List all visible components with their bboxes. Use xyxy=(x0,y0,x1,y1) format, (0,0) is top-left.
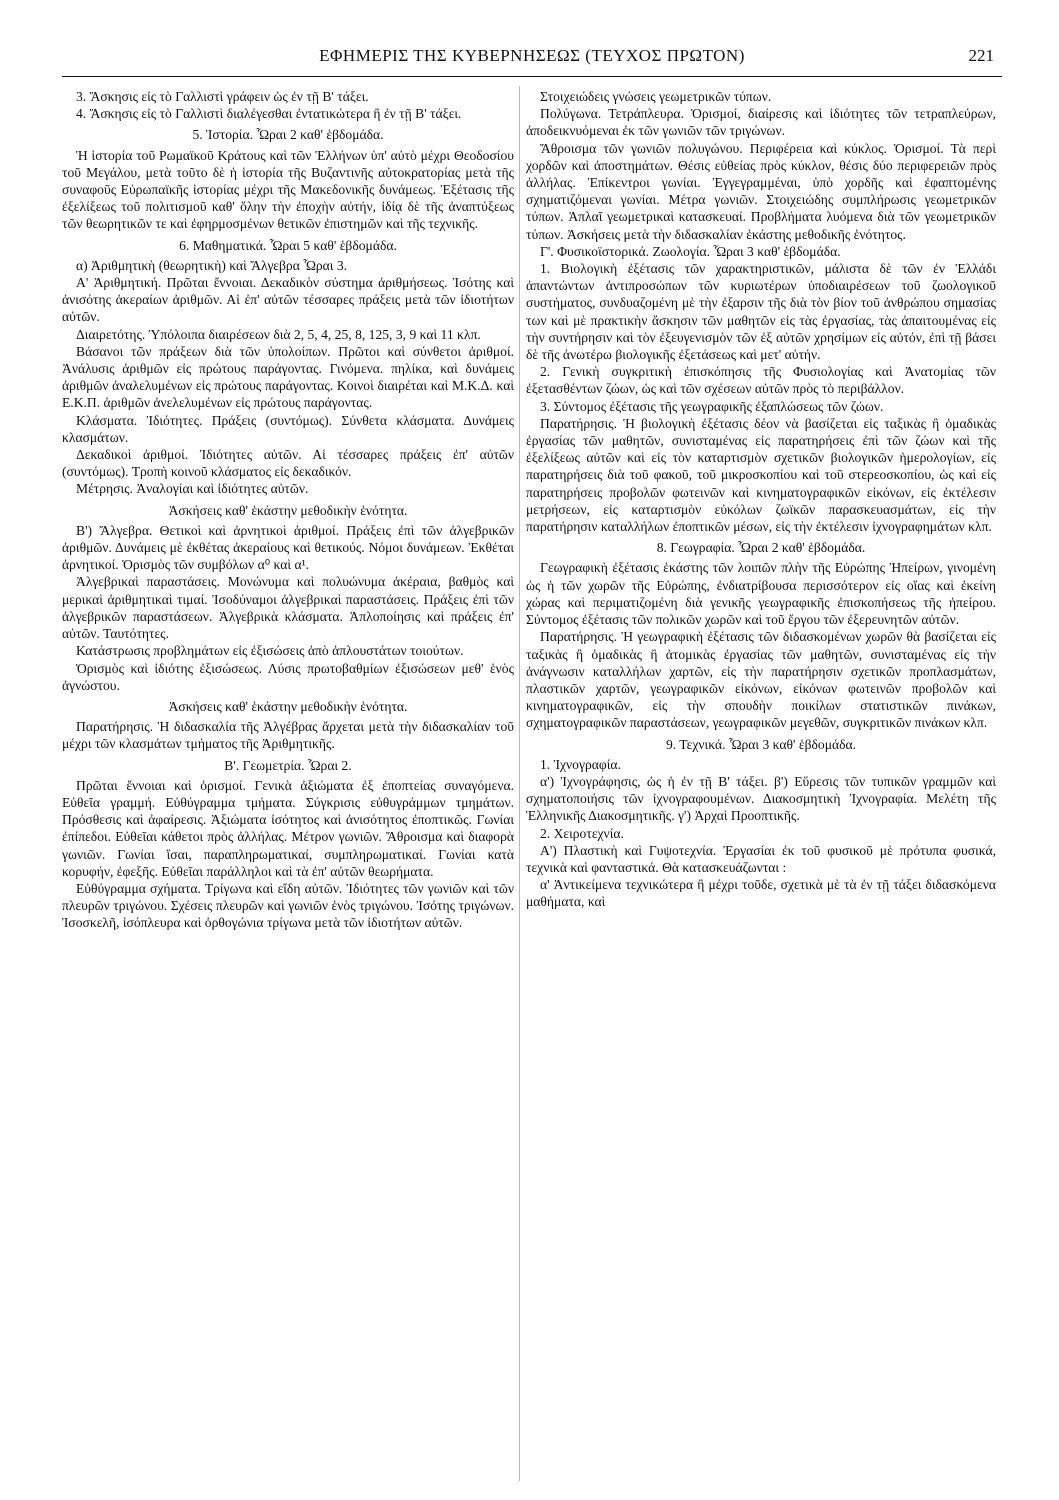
right-column xyxy=(526,88,996,911)
paragraph: Κλάσματα. Ἰδιότητες. Πράξεις (συντόμως). Σύνθετα κλάσματα. Δυνάμεις κλασμάτων. xyxy=(62,412,514,445)
paragraph: Γεωγραφικὴ ἐξέτασις ἑκάστης τῶν λοιπῶν πλὴν τῆς Εὐρώπης Ἠπείρων, γινομένη ὡς ἡ τῶν χωρῶν τῆς Εὐρώπης, ἐνδιατρίβουσα περισσότερον εἰς οἵας καὶ ἐκείνη χώρας καὶ περιματιζομένη διὰ γενικῆς γεωγραφικῆς ἐπισκοπήσεως τῆς ἠπείρου. Σύντομος ἐξέτασις τῶν πολικῶν χωρῶν καὶ τοῦ ἔργου τῶν ἐξερευνητῶν αὐτῶν. xyxy=(526,560,996,628)
paragraph: Εὐθύγραμμα σχήματα. Τρίγωνα καὶ εἴδη αὐτῶν. Ἰδιότητες τῶν γωνιῶν καὶ τῶν πλευρῶν τριγώνου. Σχέσεις πλευρῶν καὶ γωνιῶν ἑνὸς τριγώνου. Ἰσότης τριγώνων. Ἰσοσκελῆ, ἰσόπλευρα καὶ ὀρθογώνια τρίγωνα μετὰ τῶν ἰδιοτήτων αὐτῶν. xyxy=(62,880,514,931)
paragraph: 2. Γενικὴ συγκριτικὴ ἐπισκόπησις τῆς Φυσιολογίας καὶ Ἀνατομίας τῶν ἐξετασθέντων ζώων, ὡς καὶ τῶν σχέσεων αὐτῶν πρὸς τὸ περιβάλλον. xyxy=(526,364,996,397)
paragraph: Πολύγωνα. Τετράπλευρα. Ὁρισμοί, διαίρεσις καὶ ἰδιότητες τῶν τετραπλεύρων, ἀποδεικνυόμεναι ἐκ τῶν γωνιῶν τῶν τριγώνων. xyxy=(526,106,996,139)
paragraph: Βάσανοι τῶν πράξεων διὰ τῶν ὑπολοίπων. Πρῶτοι καὶ σύνθετοι ἀριθμοί. Ἀνάλυσις ἀριθμῶν εἰς πρώτους παράγοντας. Γινόμενα. πηλίκα, καὶ δυνάμεις ἀριθμῶν ἀναλελυμένων εἰς πρώτους παράγοντας. Κοινοὶ διαιρέται καὶ Μ.Κ.Δ. καὶ Ε.Κ.Π. ἀριθμῶν ἀνελελυμένων εἰς πρώτους παράγοντας. xyxy=(62,343,514,411)
section-heading: Ἀσκήσεις καθ' ἑκάστην μεθοδικὴν ἑνότητα. xyxy=(168,698,408,714)
paragraph: Ἡ ἱστορία τοῦ Ρωμαϊκοῦ Κράτους καὶ τῶν Ἑλλήνων ὑπ' αὐτὸ μέχρι Θεοδοσίου τοῦ Μεγάλου, μετὰ τοῦτο δὲ ἡ ἱστορία τῆς Βυζαντινῆς αὐτοκρατορίας μετὰ τῆς συναφοῦς Εὐρωπαϊκῆς ἱστορίας μέχρι τῆς Μακεδονικῆς δυνάμεως. Ἐξέτασις τῆς ἐξελίξεως τοῦ πολιτισμοῦ καθ' ὅλην τὴν ἐποχὴν αὐτήν, ἰδίᾳ δὲ τῆς ἀναπτύξεως τῶν θεωρητικῶν τε καὶ ἐφηρμοσμένων θετικῶν ἐπιστημῶν καὶ τῆς τεχνικῆς. xyxy=(62,147,514,232)
paragraph: Στοιχειώδεις γνώσεις γεωμετρικῶν τύπων. xyxy=(540,89,772,104)
section-heading: 6. Μαθηματικά. Ὧραι 5 καθ' ἑβδομάδα. xyxy=(179,237,397,253)
paragraph: Α' Ἀριθμητική. Πρῶται ἔννοιαι. Δεκαδικὸν σύστημα ἀριθμήσεως. Ἰσότης καὶ ἀνισότης ἀκεραίων ἀριθμῶν. Αἱ ἐπ' αὐτῶν τέσσαρες πράξεις μετὰ τῶν ἰδιοτήτων αὐτῶν. xyxy=(62,275,514,325)
paragraph: Ἄθροισμα τῶν γωνιῶν πολυγώνου. Περιφέρεια καὶ κύκλος. Ὁρισμοί. Τὰ περὶ χορδῶν καὶ ἀποστημάτων. Θέσις εὐθείας πρὸς κύκλον, θέσις δύο περιφερειῶν πρὸς ἀλλήλας. Ἐπίκεντροι γωνίαι. Ἐγγεγραμμέναι, ὑπὸ χορδῆς καὶ ἐφαπτομένης σχηματιζόμεναι γωνίαι. Μέτρα γωνιῶν. Στοιχειώδης συμπλήρωσις γεωμετρικῶν τύπων. Ἁπλαῖ γεωμετρικαὶ κατασκευαί. Προβλήματα λυόμενα διὰ τῶν γεωμετρικῶν τύπων. Ἀσκήσεις μετὰ τὴν διδασκαλίαν ἑκάστης μεθοδικῆς ἑνότητος. xyxy=(526,140,996,242)
column-divider xyxy=(519,86,520,1481)
page-header xyxy=(62,40,1002,77)
section-heading: Ἀσκήσεις καθ' ἑκάστην μεθοδικὴν ἑνότητα. xyxy=(168,502,408,518)
page-number: 221 xyxy=(968,46,994,65)
left-column xyxy=(62,88,514,932)
paragraph: 4. Ἄσκησις εἰς τὸ Γαλλιστὶ διαλέγεσθαι ἐντατικώτερα ἢ ἐν τῇ Β' τάξει. xyxy=(76,106,462,122)
paragraph: Παρατήρησις. Ἡ βιολογικὴ ἐξέτασις δέον νὰ βασίζεται εἰς ταξικὰς ἢ ὁμαδικὰς ἐργασίας τῶν μαθητῶν, συνισταμένας εἰς παρατηρήσεις ἐπὶ τῶν ζώων καὶ τῆς ἐξελίξεως αὐτῶν καὶ εἰς τὸν καταρτισμὸν σχετικῶν βιολογικῶν ἡμερολογίων, εἰς παρατηρήσεις διὰ τοῦ φακοῦ, τοῦ μικροσκοπίου καὶ τοῦ στερεοσκοπίου, ὡς καὶ εἰς παρατηρήσεις προβολῶν φωτεινῶν καὶ κινηματογραφικῶν εἰκόνων, εἰς ἐκτέλεσιν μετρήσεων, εἰς καταρτισμὸν εὐκόλων ζωϊκῶν παρασκευασμάτων, εἰς τὴν παρατήρησιν καταλλήλων ἐποπτικῶν μέσων, εἰς τὴν ἐκτέλεσιν ἰχνογραφημάτων κλπ. xyxy=(526,415,996,535)
paragraph: 1. Ἰχνογραφία. xyxy=(540,756,621,772)
paragraph: α) Ἀριθμητικὴ (θεωρητικὴ) καὶ Ἄλγεβρα Ὧραι 3. xyxy=(76,257,348,273)
section-heading: Β'. Γεωμετρία. Ὧραι 2. xyxy=(224,757,352,773)
paragraph: Πρῶται ἔννοιαι καὶ ὁρισμοί. Γενικὰ ἀξιώματα ἐξ ἐποπτείας συναγόμενα. Εὐθεῖα γραμμή. Εὐθύγραμμα τμήματα. Σύγκρισις εὐθυγράμμων τμημάτων. Πρόσθεσις καὶ ἀφαίρεσις. Ἀξιώματα ἰσότητος καὶ ἀνισότητος ἐποπτικῶς. Γωνίαι ἐπίπεδοι. Εὐθεῖαι κάθετοι πρὸς ἀλλήλας. Μέτρον γωνιῶν. Ἄθροισμα καὶ διαφορὰ γωνιῶν. Γωνίαι ἴσαι, παραπληρωματικαί, συμπληρωματικαί. Γωνίαι κατὰ κορυφήν, ἐφεξῆς. Εὐθεῖαι παράλληλοι καὶ τὰ ἐπ' αὐτῶν θεωρήματα. xyxy=(62,777,514,879)
paragraph: Παρατήρησις. Ἡ γεωγραφικὴ ἐξέτασις τῶν διδασκομένων χωρῶν θὰ βασίζεται εἰς ταξικὰς ἢ ὁμαδικὰς ἢ ἀτομικὰς ἐργασίας τῶν μαθητῶν, συνισταμένας εἰς τὴν ἀνάγνωσιν καταλλήλων χαρτῶν, εἰς τὴν παρατήρησιν σχετικῶν προπλασμάτων, πλαστικῶν χαρτῶν, γεωγραφικῶν εἰκόνων, εἰκόνων φωτεινῶν προβολῶν καὶ κινηματογραφικῶν, εἰς τὴν σπουδὴν ποικίλων στατιστικῶν πινάκων, σχηματογραφικῶν παραστάσεων, γεωγραφικῶν μεγεθῶν, συγκριτικῶν πινάκων κλπ. xyxy=(526,629,996,731)
paragraph: Διαιρετότης. Ὑπόλοιπα διαιρέσεων διὰ 2, 5, 4, 25, 8, 125, 3, 9 καὶ 11 κλπ. xyxy=(76,326,481,342)
paragraph: Κατάστρωσις προβλημάτων εἰς ἐξισώσεις ἀπὸ ἁπλουστάτων τοιούτων. xyxy=(76,643,464,659)
paragraph: Β') Ἄλγεβρα. Θετικοὶ καὶ ἀρνητικοὶ ἀριθμοί. Πράξεις ἐπὶ τῶν ἀλγεβρικῶν ἀριθμῶν. Δυνάμεις μὲ ἐκθέτας ἀκεραίους καὶ θετικούς. Νόμοι δυνάμεων. Ἐκθέται ἀρνητικοί. Ὁρισμὸς τῶν συμβόλων α⁰ καὶ α¹. xyxy=(62,522,514,573)
paragraph: 1. Βιολογικὴ ἐξέτασις τῶν χαρακτηριστικῶν, μάλιστα δὲ τῶν ἐν Ἑλλάδι ἀπαντώντων ἀντιπροσώπων τῶν κυριωτέρων ὑποδιαιρέσεων τοῦ ζωολογικοῦ συστήματος, συνδυαζομένη μὲ τὴν ἐξαρσιν τῆς διὰ τὸν βίον τοῦ ἀνθρώπου σημασίας των καὶ μὲ πρακτικὴν ἄσκησιν τῶν μαθητῶν εἰς τὰς ἐργασίας, τὰς ἀπαιτουμένας εἰς τὴν συντήρησιν καὶ τὸν ἐξευγενισμὸν τῶν ἐξ αὐτῶν χρησίμων εἰς αὐτόν, ἐπὶ τῇ βάσει δὲ τῆς ἀνωτέρω βιολογικῆς ἐξετάσεως καὶ μετ' αὐτήν. xyxy=(526,261,996,363)
section-heading: 8. Γεωγραφία. Ὧραι 2 καθ' ἑβδομάδα. xyxy=(656,540,866,556)
paragraph: α') Ἰχνογράφησις, ὡς ἡ ἐν τῇ Β' τάξει. β') Εὕρεσις τῶν τυπικῶν γραμμῶν καὶ σχηματοποιήσις τῶν ἰχνογραφουμένων. Διακοσμητικὴ Ἰχνογραφία. Μελέτη τῆς Ἑλληνικῆς Διακοσμητικῆς. γ') Ἀρχαὶ Προοπτικῆς. xyxy=(526,773,996,824)
section-heading: 9. Τεχνικά. Ὧραι 3 καθ' ἑβδομάδα. xyxy=(665,736,857,752)
paragraph: Ὁρισμὸς καὶ ἰδιότης ἐξισώσεως. Λύσις πρωτοβαθμίων ἐξισώσεων μεθ' ἑνὸς ἀγνώστου. xyxy=(62,660,514,693)
paragraph: 2. Χειροτεχνία. xyxy=(540,825,624,841)
paragraph: Μέτρησις. Ἀναλογίαι καὶ ἰδιότητες αὐτῶν. xyxy=(76,481,309,497)
gazette-title: ΕΦΗΜΕΡΙΣ ΤΗΣ ΚΥΒΕΡΝΗΣΕΩΣ (ΤΕΥΧΟΣ ΠΡΩΤΟΝ) xyxy=(319,46,745,65)
paragraph: 3. Ἄσκησις εἰς τὸ Γαλλιστὶ γράφειν ὡς ἐν τῇ Β' τάξει. xyxy=(76,89,369,104)
paragraph: Α') Πλαστικὴ καὶ Γυψοτεχνία. Ἐργασίαι ἐκ τοῦ φυσικοῦ μὲ πρότυπα φυσικά, τεχνικὰ καὶ φανταστικά. Θὰ κατασκευάζωνται : xyxy=(526,842,996,875)
paragraph: Γ'. Φυσικοϊστορικά. Ζωολογία. Ὧραι 3 καθ' ἑβδομάδα. xyxy=(540,243,841,259)
section-heading: 5. Ἱστορία. Ὧραι 2 καθ' ἑβδομάδα. xyxy=(192,127,384,143)
paragraph: α' Ἀντικείμενα τεχνικώτερα ἢ μέχρι τοῦδε, σχετικὰ μὲ τὰ ἐν τῇ τάξει διδασκόμενα μαθήματα, καὶ xyxy=(526,877,996,910)
paragraph: Ἀλγεβρικαὶ παραστάσεις. Μονώνυμα καὶ πολυώνυμα ἀκέραια, βαθμὸς καὶ μερικαὶ ἀριθμητικαὶ τιμαί. Ἰσοδύναμοι ἀλγεβρικαὶ παραστάσεις. Πράξεις ἐπὶ τῶν ἀλγεβρικῶν παραστάσεων. Ἀλγεβρικὰ κλάσματα. Ἁπλοποίησις καὶ πράξεις ἐπ' αὐτῶν. Ταυτότητες. xyxy=(62,574,514,642)
paragraph: Παρατήρησις. Ἡ διδασκαλία τῆς Ἀλγέβρας ἄρχεται μετὰ τὴν διδασκαλίαν τοῦ μέχρι τῶν κλασμάτων τμήματος τῆς Ἀριθμητικῆς. xyxy=(62,719,514,752)
paragraph: 3. Σύντομος ἐξέτασις τῆς γεωγραφικῆς ἐξαπλώσεως τῶν ζώων. xyxy=(540,398,884,414)
paragraph: Δεκαδικοὶ ἀριθμοί. Ἰδιότητες αὐτῶν. Αἱ τέσσαρες πράξεις ἐπ' αὐτῶν (συντόμως). Τροπὴ κοινοῦ κλάσματος εἰς δεκαδικόν. xyxy=(62,447,514,480)
